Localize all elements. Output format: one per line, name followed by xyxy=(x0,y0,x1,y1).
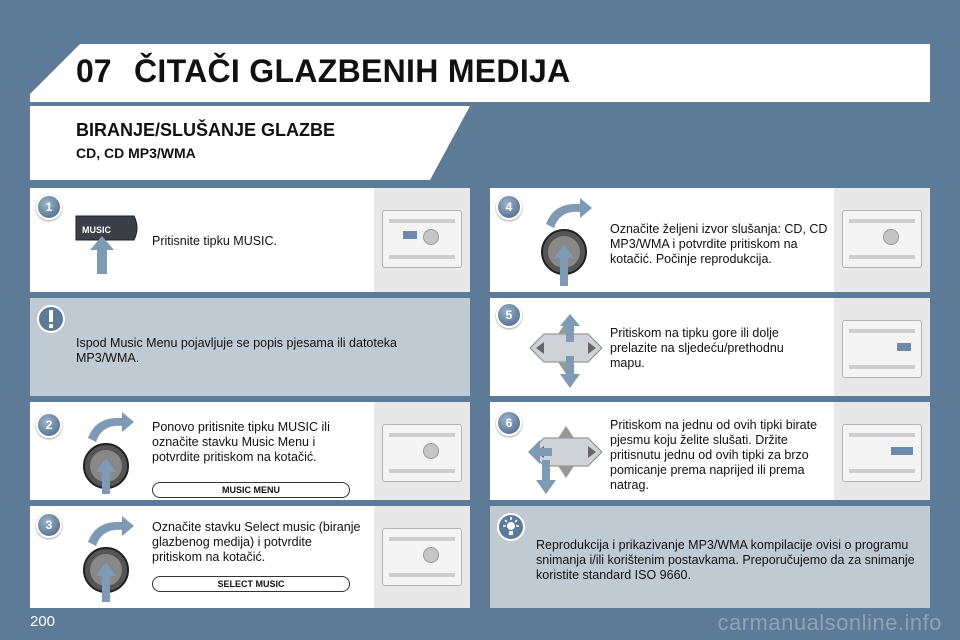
step-number-badge: 2 xyxy=(36,412,62,438)
page-number: 200 xyxy=(30,613,56,630)
tip-note-text: Reprodukcija i prikazivanje MP3/WMA kompilacije ovisi o programu snimanja i/ili korištenim postavkama. Preporučujemo da za snimanje koristite standard ISO 9660. xyxy=(536,538,915,582)
step-number-badge: 3 xyxy=(36,512,62,538)
step-3-text: Označite stavku Select music (biranje glazbenog medija) i potvrdite pritiskom na kotačić. xyxy=(152,520,361,564)
rotate-arrow-icon xyxy=(88,412,134,442)
directional-pad-icon xyxy=(524,414,608,500)
music-button-icon xyxy=(72,208,152,278)
step-2-text: Ponovo pritisnite tipku MUSIC ili označite stavku Music Menu i potvrdite pritiskom na kotačić. xyxy=(152,420,330,464)
rotary-knob-icon xyxy=(534,194,604,290)
step-2-panel xyxy=(30,402,470,500)
tip-note-panel xyxy=(490,506,930,608)
chapter-title: ČITAČI GLAZBENIH MEDIJA xyxy=(134,53,571,89)
step-5-panel xyxy=(490,298,930,396)
warning-icon xyxy=(36,304,66,334)
step-1-text: Pritisnite tipku MUSIC. xyxy=(152,234,278,248)
chapter-number: 07 xyxy=(76,53,112,89)
warning-note-text: Ispod Music Menu pojavljuje se popis pjesama ili datoteka MP3/WMA. xyxy=(76,336,398,365)
section-header xyxy=(30,106,470,180)
step-number-badge: 1 xyxy=(36,194,62,220)
radio-thumbnail-icon xyxy=(374,402,470,500)
step-number-badge: 6 xyxy=(496,410,522,436)
rotary-knob-icon xyxy=(76,512,146,606)
step-5-text: Pritiskom na tipku gore ili dolje prelazite na sljedeću/prethodnu mapu. xyxy=(610,326,784,370)
tip-lamp-icon xyxy=(496,512,526,542)
radio-thumbnail-icon xyxy=(374,188,470,292)
step-4-panel xyxy=(490,188,930,292)
step-3-panel xyxy=(30,506,470,608)
warning-note-panel xyxy=(30,298,470,396)
rotate-arrow-icon xyxy=(546,198,592,228)
select-music-tag: SELECT MUSIC xyxy=(152,576,350,592)
step-6-text: Pritiskom na jednu od ovih tipki birate pjesmu koju želite slušati. Držite pritisnutu jednu od ovih tipki za brzo pomicanje prema naprijed ili prema natrag. xyxy=(610,418,818,492)
watermark: carmanualsonline.info xyxy=(717,610,942,635)
section-subtitle: CD, CD MP3/WMA xyxy=(76,145,196,161)
section-title: BIRANJE/SLUŠANJE GLAZBE xyxy=(76,120,336,140)
radio-thumbnail-icon xyxy=(834,188,930,292)
step-number-badge: 4 xyxy=(496,194,522,220)
radio-thumbnail-icon xyxy=(834,402,930,500)
step-1-panel xyxy=(30,188,470,292)
rotate-arrow-icon xyxy=(88,516,134,546)
radio-thumbnail-icon xyxy=(374,506,470,608)
directional-pad-icon xyxy=(524,312,608,392)
radio-thumbnail-icon xyxy=(834,298,930,396)
music-button-label: MUSIC xyxy=(82,225,111,235)
music-menu-tag: MUSIC MENU xyxy=(152,482,350,498)
step-4-text: Označite željeni izvor slušanja: CD, CD MP3/WMA i potvrdite pritiskom na kotačić. Počinje reprodukcija. xyxy=(610,222,828,266)
rotary-knob-icon xyxy=(76,408,146,498)
step-6-panel xyxy=(490,402,930,500)
step-number-badge: 5 xyxy=(496,302,522,328)
